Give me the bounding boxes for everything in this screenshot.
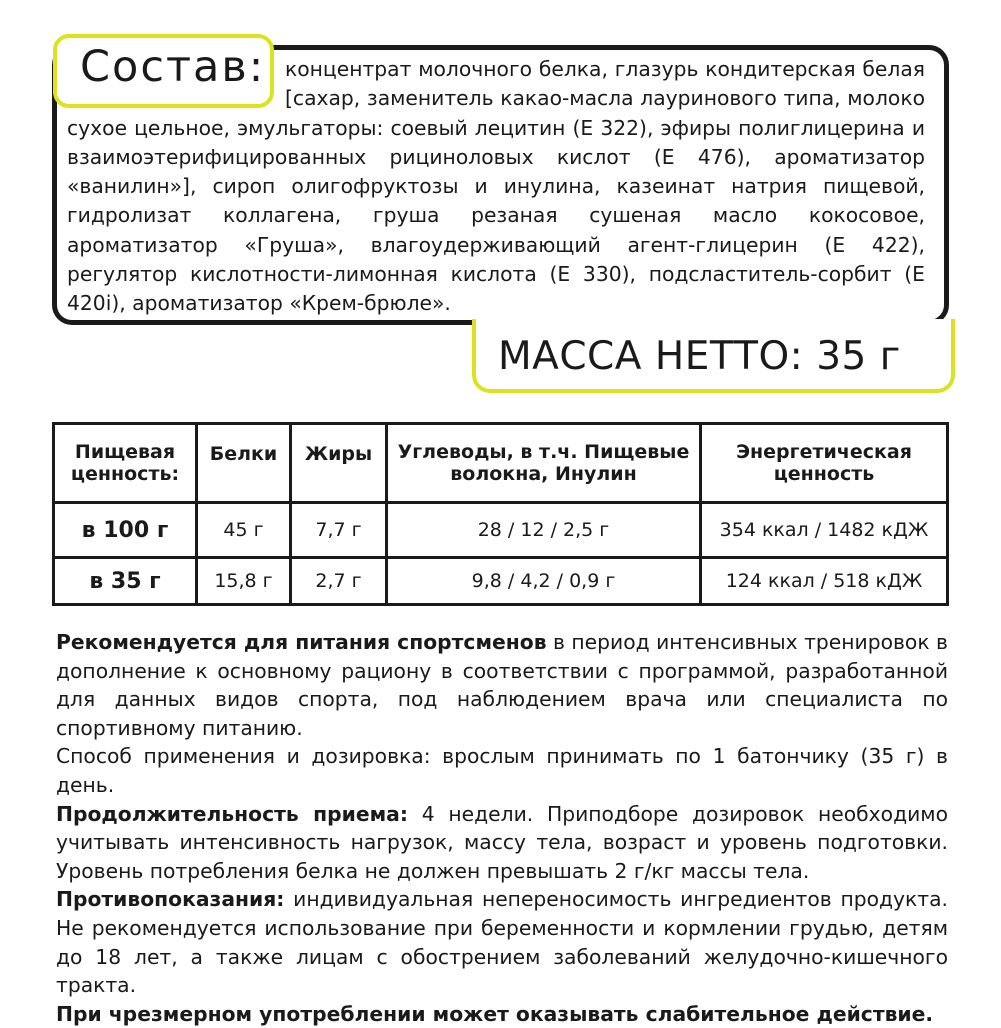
row-35g-label: в 35 г bbox=[89, 568, 161, 594]
composition-ingredients: концентрат молочного белка, глазурь кондитерская белая [сахар, заменитель какао-масла лауринового типа, молоко сухое цельное, эмульгаторы: соевый лецитин (Е 322), эфиры полиглицерина и взаимоэтерифицированных рициноловых кислот (Е 476), ароматизатор «ванилин»], сироп олигофруктозы и инулина, казеинат натрия пищевой, гидролизат коллагена, груша резаная сушеная масло кокосовое, ароматизатор «Груша», влагоудерживающий агент-глицерин (Е 422), регулятор кислотности-лимонная кислота (Е 330), подсластитель-сорбит (Е 420i), ароматизатор «Крем-брюле». bbox=[67, 57, 925, 316]
contraindications-text: индивидуальная непереносимость ингредиентов продукта. Не рекомендуется использование при беременности и кормлении грудью, детям до 18 лет, а также лицам с обострением заболеваний желудочно-кишечного тракта. bbox=[56, 887, 948, 998]
duration-paragraph bbox=[56, 800, 948, 886]
net-weight: МАССА НЕТТО: 35 г bbox=[498, 334, 901, 379]
row-100g-label: в 100 г bbox=[81, 517, 169, 543]
duration-heading: Продолжительность приема: bbox=[56, 801, 408, 826]
duration-text: 4 недели. Приподборе дозировок необходимо учитывать интенсивность нагрузок, массу тела, возраст и уровень подготовки. Уровень потребления белка не должен превышать 2 г/кг массы тела. bbox=[56, 801, 949, 883]
composition-title: Состав: bbox=[80, 42, 266, 92]
usage-paragraph: Способ применения и дозировка: врослым принимать по 1 батончику (35 г) в день. bbox=[56, 744, 948, 797]
recommendation-text: в период интенсивных тренировок в дополнение к основному рациону в соответствии с программой, разработанной для данных видов спорта, под наблюдением врача или специалиста по спортивному питанию. bbox=[56, 630, 948, 740]
header-carbs: Углеводы, в т.ч. Пищевые волокна, Инулин bbox=[397, 441, 690, 485]
warning-text: При чрезмерном употреблении может оказывать слабительное действие. bbox=[56, 1001, 934, 1026]
recommendation-heading: Рекомендуется для питания спортсменов bbox=[56, 630, 547, 654]
header-energy: Энергетическая ценность bbox=[736, 441, 912, 485]
row-100g-protein: 45 г bbox=[223, 519, 264, 541]
recommendation-paragraph bbox=[56, 628, 948, 742]
row-100g-energy: 354 ккал / 1482 кДЖ bbox=[719, 519, 929, 541]
contraindications-paragraph bbox=[56, 885, 948, 999]
header-fat: Жиры bbox=[304, 443, 373, 465]
nutrition-table bbox=[52, 422, 949, 606]
header-nutrition: Пищевая ценность: bbox=[70, 441, 180, 485]
row-35g-protein: 15,8 г bbox=[214, 570, 273, 592]
info-section bbox=[56, 628, 948, 1028]
row-100g-fat: 7,7 г bbox=[315, 519, 362, 541]
header-protein: Белки bbox=[209, 443, 278, 465]
row-35g-fat: 2,7 г bbox=[315, 570, 362, 592]
row-100g-carbs: 28 / 12 / 2,5 г bbox=[477, 519, 610, 541]
row-35g-energy: 124 ккал / 518 кДЖ bbox=[725, 570, 923, 592]
row-35g-carbs: 9,8 / 4,2 / 0,9 г bbox=[471, 570, 616, 592]
contraindications-heading: Противопоказания: bbox=[56, 887, 285, 912]
